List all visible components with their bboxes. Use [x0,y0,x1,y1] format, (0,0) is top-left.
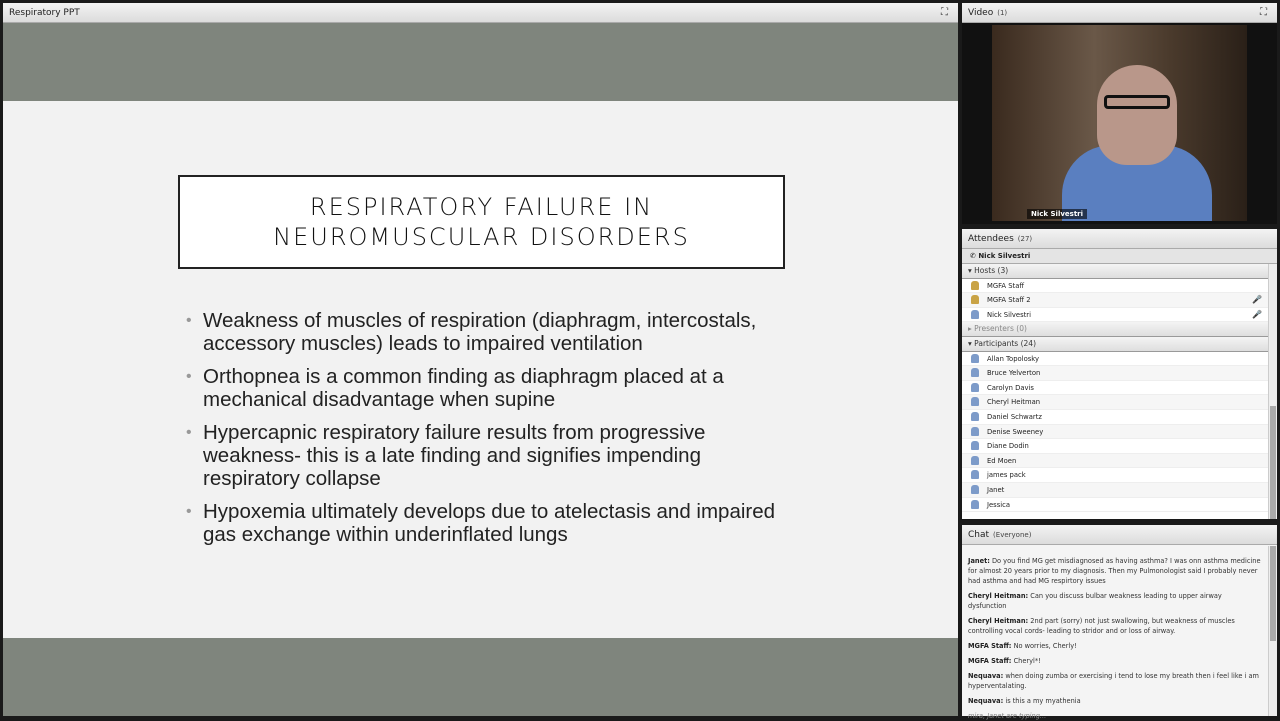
attendee-name: MGFA Staff 2 [987,296,1031,305]
phone-user-name: Nick Silvestri [978,252,1031,260]
chat-header [962,525,1277,545]
slide-title-line: RESPIRATORY FAILURE IN [309,193,654,221]
list-item[interactable] [962,468,1268,483]
chat-sender: Cheryl Heitman: [968,617,1029,625]
group-label: Participants (24) [974,338,1036,348]
chat-sender: Nequava: [968,697,1004,705]
list-item[interactable] [962,279,1268,294]
video-pod-header [962,3,1277,23]
chat-text: when doing zumba or exercising i tend to lose my breath then i feel like i am hyperventalating. [968,672,1259,690]
chat-message [968,671,1262,691]
group-label: Presenters (0) [974,324,1027,334]
attendees-scrollbar[interactable] [1268,264,1277,519]
list-item[interactable] [962,381,1268,396]
phone-user[interactable] [962,249,1277,264]
slide-bullets [186,309,796,556]
list-item[interactable] [962,483,1268,498]
video-pod [962,3,1277,224]
chat-message [968,616,1262,636]
webcam-feed [992,25,1247,221]
slide [3,101,958,638]
attendee-name: Allan Topolosky [987,354,1039,363]
chat-message [968,641,1262,651]
attendee-name: Bruce Yelverton [987,369,1041,378]
video-pod-title: Video [968,8,994,18]
mic-muted-icon: 🎤 [1252,295,1262,305]
fullscreen-icon[interactable]: ⛶ [1260,7,1267,18]
chat-message [968,556,1262,586]
chat-text: 2nd part (sorry) not just swallowing, but weakness of muscles controlling vocal cords- leading to stridor and or loss of airway. [968,617,1235,635]
participant-icon [971,470,979,479]
video-area [962,23,1277,224]
chat-message [968,696,1262,706]
participant-icon [971,427,979,436]
participant-icon [971,441,979,450]
attendee-name: Diane Dodin [987,442,1029,451]
typing-indicator: mira, Janet are typing... [968,712,1047,720]
list-item[interactable] [962,454,1268,469]
chat-pod [962,525,1277,720]
list-item[interactable] [962,352,1268,367]
list-item[interactable] [962,410,1268,425]
attendee-name: Janet [987,485,1005,494]
chat-sender: Janet: [968,557,990,565]
list-item[interactable] [962,425,1268,440]
host-icon [971,295,979,304]
share-pod-title: Respiratory PPT [9,8,80,18]
chat-text: is this a my myathenia [1005,697,1081,705]
host-icon [971,281,979,290]
attendees-count: (27) [1017,235,1033,243]
attendee-name: Carolyn Davis [987,383,1034,392]
participant-icon [971,456,979,465]
phone-icon: ✆ [970,252,979,260]
slide-bullet: • Orthopnea is a common finding as diaphragm placed at a mechanical disadvantage when supine [186,365,796,411]
chat-sender: MGFA Staff: [968,657,1012,665]
slide-title-line: NEUROMUSCULAR DISORDERS [273,223,690,251]
fullscreen-icon[interactable]: ⛶ [941,7,948,18]
participant-icon [971,368,979,377]
participant-icon [971,354,979,363]
chat-sender: Nequava: [968,672,1004,680]
list-item[interactable] [962,308,1268,323]
list-item[interactable] [962,498,1268,513]
attendee-name: Jessica [987,500,1011,509]
attendee-name: Cheryl Heitman [987,398,1041,407]
group-hosts[interactable]: ▾ Hosts (3) [962,264,1268,279]
speaker-name-label: Nick Silvestri [1027,209,1087,219]
attendee-name: Nick Silvestri [987,310,1031,319]
host-icon [971,310,979,319]
chat-message [968,591,1262,611]
list-item[interactable] [962,366,1268,381]
slide-stage [3,23,958,716]
group-presenters[interactable]: ▸ Presenters (0) [962,322,1268,337]
chat-text: Can you discuss bulbar weakness leading to upper airway dysfunction [968,592,1222,610]
participants-list [962,352,1268,513]
group-participants[interactable]: ▾ Participants (24) [962,337,1268,352]
share-pod [3,3,958,716]
list-item[interactable] [962,439,1268,454]
list-item[interactable] [962,293,1268,308]
attendee-name: Daniel Schwartz [987,412,1042,421]
attendees-pod [962,229,1277,519]
chat-sender: MGFA Staff: [968,642,1012,650]
attendees-title: Attendees [968,234,1014,244]
attendee-name: Ed Moen [987,456,1017,465]
attendee-name: MGFA Staff [987,281,1025,290]
scrollbar-thumb[interactable] [1270,546,1276,641]
share-pod-header [3,3,958,23]
mic-active-icon: 🎤 [1252,309,1262,319]
speaker-head [1097,65,1177,165]
chat-text: Cheryl*! [1013,657,1041,665]
attendee-list [962,264,1268,519]
participant-icon [971,397,979,406]
chat-scrollbar[interactable] [1268,546,1277,716]
group-label: Hosts (3) [974,266,1009,275]
participant-icon [971,485,979,494]
chat-text: Do you find MG get misdiagnosed as having asthma? I was onn asthma medicine for almost 20 years prior to my diagnosis. Then my Pulmonologist said I probably never had asthma and had MG respirtory issues [968,557,1261,585]
slide-bullet: • Weakness of muscles of respiration (diaphragm, intercostals, accessory muscles) leads to impaired ventilation [186,309,796,355]
chat-text: No worries, Cherly! [1013,642,1077,650]
participant-icon [971,383,979,392]
slide-title [178,175,785,269]
chat-sender: Cheryl Heitman: [968,592,1029,600]
speaker-glasses [1104,95,1170,109]
chat-message [968,656,1262,666]
chat-title: Chat [968,530,990,540]
slide-bullet: • Hypoxemia ultimately develops due to atelectasis and impaired gas exchange within underinflated lungs [186,500,796,546]
list-item[interactable] [962,395,1268,410]
attendee-name: james pack [987,471,1026,480]
attendees-header [962,229,1277,249]
scrollbar-thumb[interactable] [1270,406,1276,519]
attendee-name: Denise Sweeney [987,427,1044,436]
slide-bullet: • Hypercapnic respiratory failure results from progressive weakness- this is a late finding and signifies impending respiratory collapse [186,421,796,490]
chat-scope: (Everyone) [993,531,1032,539]
participant-icon [971,500,979,509]
video-count: (1) [997,9,1008,17]
chat-messages [962,546,1268,720]
participant-icon [971,412,979,421]
